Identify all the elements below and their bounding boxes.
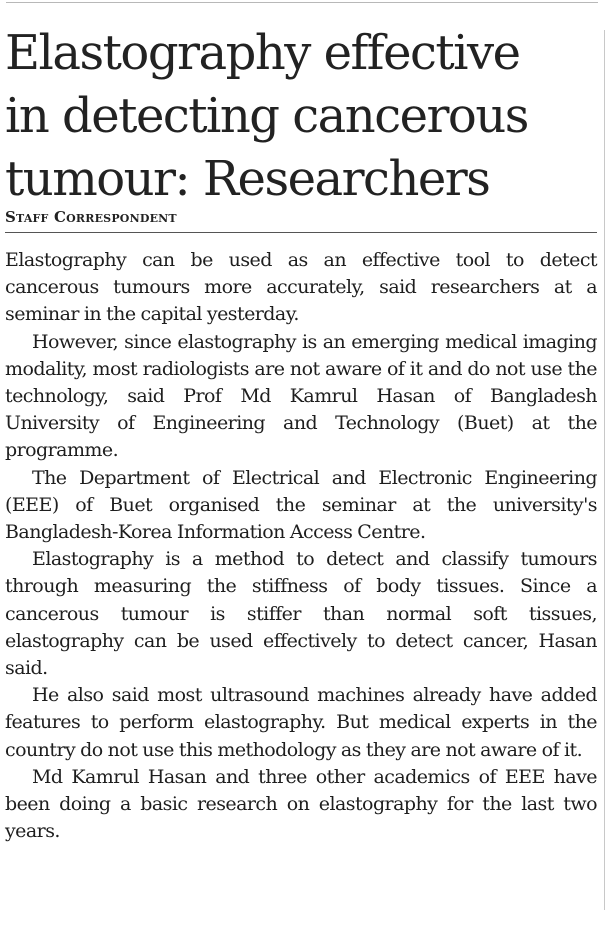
paragraph: However, since elastography is an emerging medical imaging modality, most radiologists are not aware of it and do not use the technology, said Prof Md Kamrul Hasan of Bangladesh University of Engineering and Technology (Buet) at the programme. bbox=[5, 330, 597, 462]
paragraph: He also said most ultrasound machines already have added features to perform elastography. But medical experts in the country do not use this methodology as they are not aware of it. bbox=[5, 684, 597, 761]
headline-line: in detecting cancerous bbox=[5, 88, 528, 144]
headline bbox=[5, 22, 597, 211]
paragraph: Elastography can be used as an effective tool to detect cancerous tumours more accurately, said researchers at a seminar in the capital yesterday. bbox=[5, 249, 597, 326]
paragraph: Elastography is a method to detect and classify tumours through measuring the stiffness of body tissues. Since a cancerous tumour is stiffer than normal soft tissues, elastography can be used effectively to detect cancer, Hasan said. bbox=[5, 548, 597, 680]
news-article bbox=[5, 22, 597, 845]
headline-line: tumour: Researchers bbox=[5, 151, 490, 207]
article-body bbox=[5, 247, 597, 845]
column-rule bbox=[604, 30, 605, 910]
paragraph: The Department of Electrical and Electronic Engineering (EEE) of Buet organised the seminar at the university's Bangladesh-Korea Information Access Centre. bbox=[5, 466, 597, 544]
byline: Staff Correspondent bbox=[5, 208, 597, 233]
top-rule bbox=[6, 2, 598, 3]
headline-line: Elastography effective bbox=[5, 25, 520, 81]
paragraph: Md Kamrul Hasan and three other academics of EEE have been doing a basic research on elastography for the last two years. bbox=[5, 765, 597, 843]
